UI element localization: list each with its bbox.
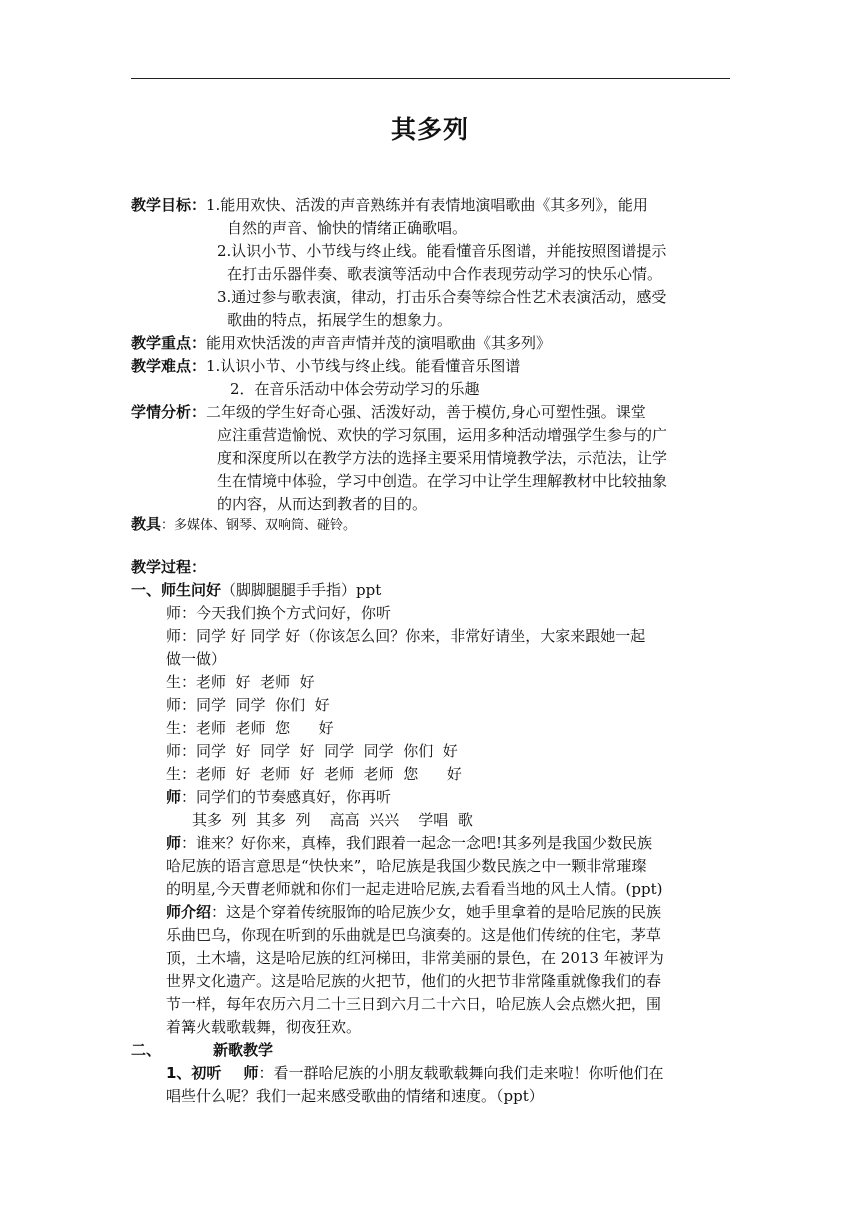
subsection-1-line-1 bbox=[166, 1062, 766, 1086]
dialogue-line-2a: 师：同学 好 同学 好（你该怎么回？你来，非常好请坐，大家来跟她一起 bbox=[166, 627, 646, 645]
analysis-line-4: 生在情境中体验，学习中创造。在学习中让学生理解教材中比较抽象 bbox=[217, 472, 668, 490]
dialogue-line-2b: 做一做） bbox=[166, 650, 227, 668]
paragraph-1-line-3: 的明星,今天曹老师就和你们一起走进哈尼族,去看看当地的风土人情。(ppt) bbox=[166, 880, 663, 898]
dialogue-line-4: 师：同学 同学 你们 好 bbox=[166, 696, 330, 714]
paragraph-2-line-2: 乐曲巴乌，你现在听到的乐曲就是巴乌演奏的。这是他们传统的住宅，茅草 bbox=[166, 926, 662, 944]
dialogue-line-1: 师：今天我们换个方式问好，你听 bbox=[166, 604, 392, 622]
tools-row bbox=[131, 513, 731, 538]
dialogue-8-speaker: 师 bbox=[166, 788, 182, 806]
section-1-number: 一、 bbox=[131, 581, 162, 599]
subsection-1-speaker: 师 bbox=[243, 1064, 259, 1082]
key-points-text: 能用欢快活泼的声音声情并茂的演唱歌曲《其多列》 bbox=[206, 334, 552, 352]
analysis-line-3: 度和深度所以在教学方法的选择主要采用情境教学法，示范法，让学 bbox=[217, 449, 668, 467]
difficulty-1: 1.认识小节、小节线与终止线。能看懂音乐图谱 bbox=[206, 357, 521, 375]
analysis-line-2: 应注重营造愉悦、欢快的学习氛围，运用多种活动增强学生参与的广 bbox=[217, 426, 668, 444]
paragraph-1-line-1 bbox=[166, 832, 766, 856]
header-rule bbox=[131, 78, 730, 79]
section-2-title: 新歌教学 bbox=[213, 1041, 274, 1059]
paragraph-2-line-5: 节一样，每年农历六月二十三日到六月二十六日，哈尼族人会点燃火把，围 bbox=[166, 995, 662, 1013]
dialogue-line-3: 生：老师 好 老师 好 bbox=[166, 673, 315, 691]
rhythm-line: 其多 列 其多 列 高高 兴兴 学唱 歌 bbox=[192, 811, 473, 829]
analysis-row bbox=[131, 401, 731, 425]
paragraph-2-speaker: 师介绍 bbox=[166, 903, 212, 921]
objective-2-line-2: 在打击乐器伴奏、歌表演等活动中合作表现劳动学习的快乐心情。 bbox=[227, 265, 663, 283]
tools-text: ：多媒体、钢琴、双响筒、碰铃。 bbox=[161, 518, 357, 533]
tools-label: 教具 bbox=[131, 515, 162, 533]
difficulties-row bbox=[131, 355, 731, 379]
objective-1-line-1: 1.能用欢快、活泼的声音熟练并有表情地演唱歌曲《其多列》，能用 bbox=[206, 196, 648, 214]
dialogue-line-5: 生：老师 老师 您 好 bbox=[166, 719, 334, 737]
paragraph-2-line-4: 世界文化遗产。这是哈尼族的火把节，他们的火把节非常隆重就像我们的春 bbox=[166, 972, 662, 990]
section-1-title: 师生问好 bbox=[161, 581, 222, 599]
subsection-1-line-2: 唱些什么呢？我们一起来感受歌曲的情绪和速度。（ppt） bbox=[166, 1087, 544, 1105]
section-1-heading bbox=[131, 579, 731, 603]
objective-3-line-2: 歌曲的特点，拓展学生的想象力。 bbox=[227, 311, 453, 329]
objective-2-line-1: 2.认识小节、小节线与终止线。能看懂音乐图谱，并能按照图谱提示 bbox=[217, 242, 667, 260]
paragraph-2-line-6: 着篝火载歌载舞，彻夜狂欢。 bbox=[166, 1018, 362, 1036]
subsection-1-label: 1、初听 bbox=[166, 1064, 222, 1082]
difficulty-2: 2．在音乐活动中体会劳动学习的乐趣 bbox=[230, 380, 480, 398]
analysis-label: 学情分析： bbox=[131, 403, 207, 421]
subsection-1-text: ：看一群哈尼族的小朋友载歌载舞向我们走来啦！你听他们在 bbox=[258, 1064, 664, 1082]
paragraph-1-text: ：谁来？好你来，真棒，我们跟着一起念一念吧!其多列是我国少数民族 bbox=[181, 834, 653, 852]
objective-1-line-2: 自然的声音、愉快的情绪正确歌唱。 bbox=[227, 219, 468, 237]
difficulties-label: 教学难点： bbox=[131, 357, 207, 375]
paragraph-2-text: ：这是个穿着传统服饰的哈尼族少女，她手里拿着的是哈尼族的民族 bbox=[211, 903, 662, 921]
objectives-row-1 bbox=[131, 194, 731, 218]
dialogue-8-text: ：同学们的节奏感真好，你再听 bbox=[181, 788, 392, 806]
analysis-line-1: 二年级的学生好奇心强、活泼好动，善于模仿,身心可塑性强。课堂 bbox=[206, 403, 646, 421]
process-label: 教学过程： bbox=[131, 558, 207, 576]
section-2-number: 二、 bbox=[131, 1041, 162, 1059]
paragraph-1-speaker: 师 bbox=[166, 834, 182, 852]
section-2-heading bbox=[131, 1039, 731, 1063]
analysis-line-5: 的内容，从而达到教者的目的。 bbox=[217, 495, 428, 513]
process-heading bbox=[131, 556, 731, 580]
paragraph-2-line-1 bbox=[166, 901, 766, 925]
paragraph-1-line-2: 哈尼族的语言意思是“快快来”，哈尼族是我国少数民族之中一颗非常璀璨 bbox=[166, 857, 647, 875]
objective-3-line-1: 3.通过参与歌表演，律动，打击乐合奏等综合性艺术表演活动，感受 bbox=[217, 288, 667, 306]
key-points-label: 教学重点： bbox=[131, 334, 207, 352]
key-points-row bbox=[131, 332, 731, 356]
dialogue-line-7: 生：老师 好 老师 好 老师 老师 您 好 bbox=[166, 765, 462, 783]
objectives-label: 教学目标： bbox=[131, 196, 207, 214]
dialogue-line-6: 师：同学 好 同学 好 同学 同学 你们 好 bbox=[166, 742, 458, 760]
dialogue-line-8 bbox=[166, 786, 766, 810]
document-title: 其多列 bbox=[390, 115, 469, 144]
section-1-note: （脚脚腿腿手手指）ppt bbox=[221, 581, 382, 599]
paragraph-2-line-3: 顶，土木墙，这是哈尼族的红河梯田，非常美丽的景色，在 2013 年被评为 bbox=[166, 949, 664, 967]
